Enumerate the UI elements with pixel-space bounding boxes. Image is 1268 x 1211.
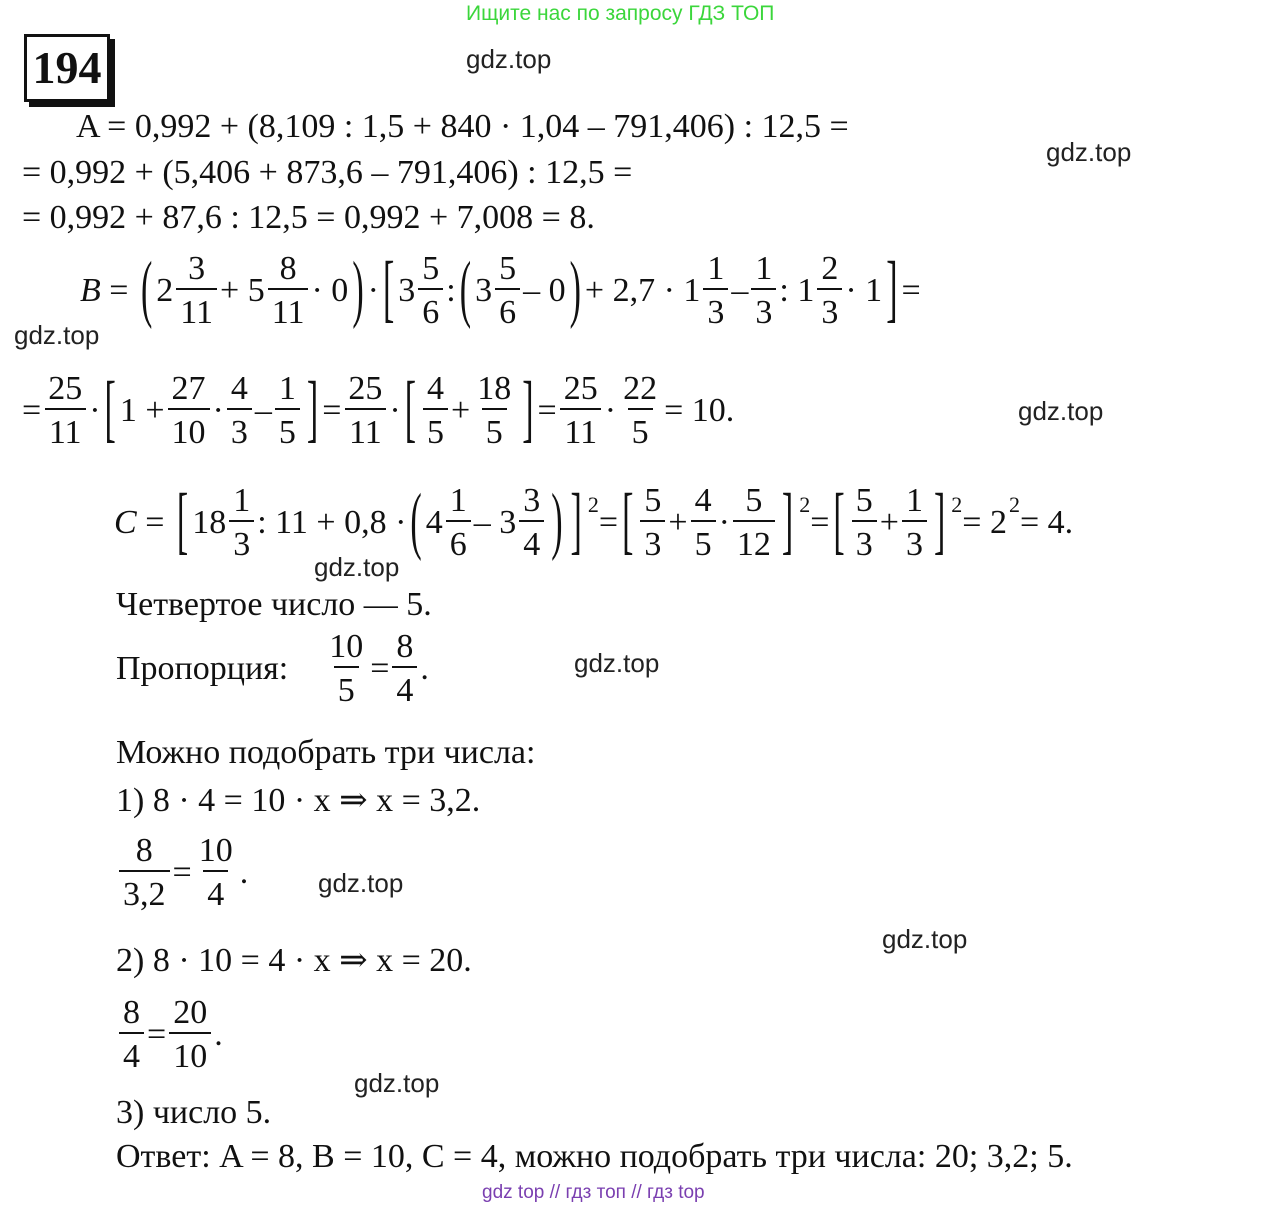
top-banner: Ищите нас по запросу ГДЗ ТОП	[466, 2, 775, 25]
watermark: gdz.top	[318, 868, 404, 898]
watermark: gdz.top	[1018, 396, 1104, 426]
footer: gdz top // гдз топ // гдз top	[482, 1182, 705, 1203]
expr-a-line-3: = 0,992 + 87,6 : 12,5 = 0,992 + 7,008 = 8.	[22, 199, 595, 236]
task-number: 194	[32, 42, 102, 93]
fourth-number: Четвертое число — 5.	[116, 586, 432, 623]
case-3: 3) число 5.	[116, 1094, 272, 1131]
case-2: 2) 8 · 10 = 4 · x ⇒ x = 20.	[116, 942, 472, 979]
watermark: gdz.top	[466, 44, 552, 74]
expr-a-line-2: = 0,992 + (5,406 + 873,6 – 791,406) : 12,5 =	[22, 154, 633, 191]
proportion-2: $\frac{8}{4}$ = $\frac{20}{10}$ .	[116, 996, 223, 1074]
expr-b-continued: = $\frac{25}{11}$ · [ 1 + $\frac{27}{10}$ · $\frac{4}{3}$ – $\frac{1}{5}$ ] = $\frac{25}{11}$ · [ $\frac{4}{5}$ + $\frac{18}{5}$ ] = $\frac{25}{11}$ · $\frac{22}{5}$ = 10.	[22, 369, 735, 451]
case-1: 1) 8 · 4 = 10 · x ⇒ x = 3,2.	[116, 782, 481, 819]
expr-b: B = ( 2 $\frac{3}{11}$ + 5 $\frac{8}{11}$ · 0 ) · [ 3 $\frac{5}{6}$ : ( 3 $\frac{5}{6}$ – 0 ) + 2,7 · 1 $\frac{1}{3}$ – $\frac{1}{3}$ : 1 $\frac{2}{3}$ · 1 ] =	[80, 249, 921, 331]
proportion-label: Пропорция:	[116, 650, 289, 687]
can-choose: Можно подобрать три числа:	[116, 734, 536, 771]
watermark: gdz.top	[1046, 137, 1132, 167]
answer: Ответ: A = 8, B = 10, C = 4, можно подобрать три числа: 20; 3,2; 5.	[116, 1138, 1073, 1175]
task-number-box	[24, 34, 110, 102]
watermark: gdz.top	[574, 648, 660, 678]
watermark: gdz.top	[882, 924, 968, 954]
watermark: gdz.top	[354, 1068, 440, 1098]
proportion: Пропорция: $\frac{10}{5}$ = $\frac{8}{4}$ .	[116, 628, 429, 709]
expr-c: C = [ 18 $\frac{1}{3}$ : 11 + 0,8 · ( 4 $\frac{1}{6}$ – 3 $\frac{3}{4}$ ) ] 2 = [ $\frac{5}{3}$ + $\frac{4}{5}$ · $\frac{5}{12}$ ] 2 = [ $\frac{5}{3}$ + $\frac{1}{3}$ ] 2 = 2 2 = 4.	[114, 481, 1074, 563]
proportion-1: $\frac{8}{3,2}$ = $\frac{10}{4}$ .	[116, 834, 248, 912]
watermark: gdz.top	[314, 552, 400, 582]
expr-a-line-1: A = 0,992 + (8,109 : 1,5 + 840 · 1,04 – 791,406) : 12,5 =	[76, 108, 849, 145]
watermark: gdz.top	[14, 320, 100, 350]
